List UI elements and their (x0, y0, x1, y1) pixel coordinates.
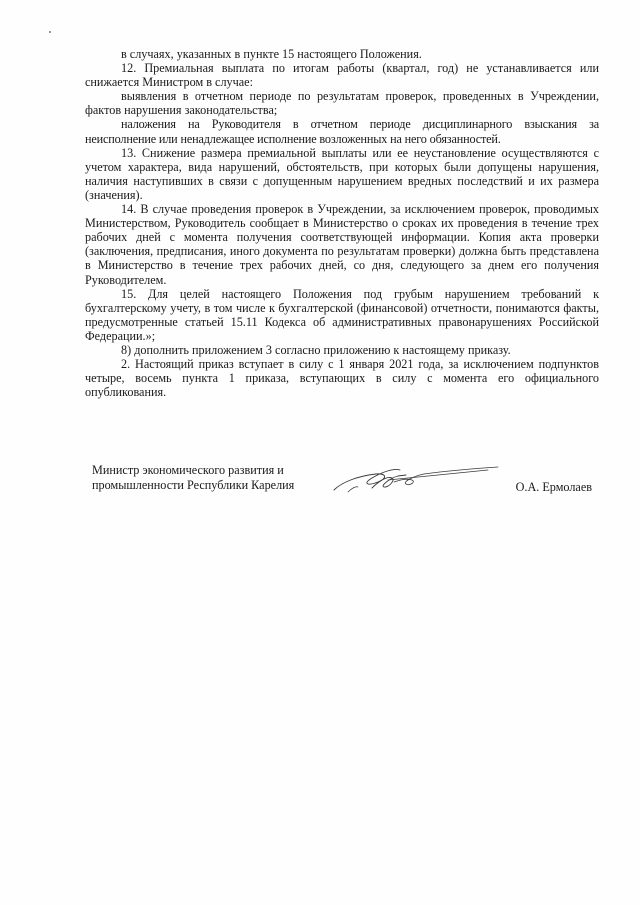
signatory-title (92, 463, 332, 492)
handwritten-signature (328, 458, 504, 498)
paragraph-item-15: 15. Для целей настоящего Положения под грубым нарушением требований к бухгалтерскому учету, в том числе к бухгалтерской (финансовой) отчетности, понимаются факты, предусмотренные статьей 15.11 Кодекса об административных правонарушениях Российской Федерации.»; (85, 286, 599, 343)
paragraph-item-14: 14. В случае проведения проверок в Учреждении, за исключением проверок, проводимых Министерством, Руководитель сообщает в Министерство о сроках их проведения в течение трех рабочих дней с момента получения соответствующей информации. Копия акта проверки (заключения, предписания, иного документа по результатам проверки) должна быть представлена в Министерство в течение трех рабочих дней, со дня, следующего за днем его получения Руководителем. (85, 202, 599, 287)
paragraph-item-2: 2. Настоящий приказ вступает в силу с 1 января 2021 года, за исключением подпунктов четыре, восемь пункта 1 приказа, вступающих в силу с момента его официального опубликования. (85, 357, 599, 400)
scan-speck (49, 31, 51, 33)
signature-block (92, 463, 602, 503)
signatory-name: О.А. Ермолаев (515, 480, 592, 494)
paragraph-item-12-case-2: наложения на Руководителя в отчетном периоде дисциплинарного взыскания за неисполнение или ненадлежащее исполнение возложенных на него обязанностей. (85, 117, 599, 146)
signatory-title-line-2: промышленности Республики Карелия (92, 477, 295, 492)
paragraph-item-12-case-1: выявления в отчетном периоде по результатам проверок, проведенных в Учреждении, фактов нарушения законодательства; (85, 89, 599, 118)
paragraph-item-13: 13. Снижение размера премиальной выплаты или ее неустановление осуществляются с учетом характера, вида нарушений, обстоятельств, при которых были допущены нарушения, наличия наступивших в связи с допущенным нарушением вредных последствий и их размера (значения). (85, 145, 599, 202)
paragraph-item-12: 12. Премиальная выплата по итогам работы (квартал, год) не устанавливается или снижается Министром в случае: (85, 61, 599, 90)
paragraph-continuation: в случаях, указанных в пункте 15 настоящего Положения. (121, 47, 422, 61)
document-body (85, 47, 599, 399)
signatory-title-line-1: Министр экономического развития и (92, 463, 284, 477)
paragraph-subitem-8: 8) дополнить приложением 3 согласно приложению к настоящему приказу. (121, 342, 511, 357)
